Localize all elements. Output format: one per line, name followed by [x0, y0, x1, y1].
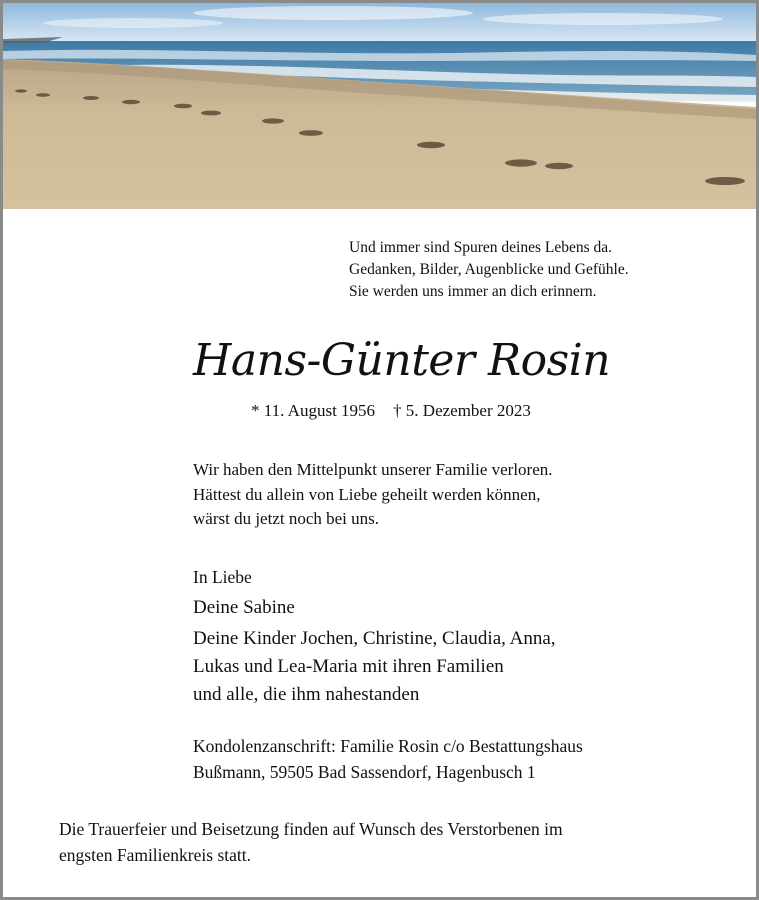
- funeral-notice: [59, 817, 563, 868]
- funeral-line: engsten Familienkreis statt.: [59, 844, 251, 865]
- sky: [3, 3, 756, 43]
- mourner-line: Lukas und Lea-Maria mit ihren Familien: [193, 656, 504, 677]
- memorial-quote: [349, 237, 629, 303]
- mourners-list: [193, 594, 556, 709]
- condolence-line: Bußmann, 59505 Bad Sassendorf, Hagenbusch 1: [193, 761, 536, 782]
- mourner-spouse: Deine Sabine: [193, 597, 295, 618]
- condolence-line: Kondolenzanschrift: Familie Rosin c/o Bestattungshaus: [193, 736, 583, 756]
- death-date: † 5. Dezember 2023: [393, 401, 531, 420]
- mourners-intro: In Liebe: [193, 567, 252, 587]
- mourner-line: und alle, die ihm nahestanden: [193, 684, 420, 705]
- quote-line: Sie werden uns immer an dich erinnern.: [349, 283, 597, 300]
- condolence-address: [193, 734, 583, 785]
- farewell-message: [193, 458, 553, 532]
- mourner-line: Deine Kinder Jochen, Christine, Claudia, Anna,: [193, 628, 556, 649]
- message-line: Wir haben den Mittelpunkt unserer Familie verloren.: [193, 460, 553, 479]
- message-line: Hättest du allein von Liebe geheilt werden können,: [193, 484, 541, 504]
- life-dates: [251, 399, 531, 423]
- beach-footprints-image: [3, 3, 756, 209]
- birth-date: * 11. August 1956: [251, 401, 376, 420]
- message-line: wärst du jetzt noch bei uns.: [193, 509, 380, 528]
- funeral-line: Die Trauerfeier und Beisetzung finden auf Wunsch des Verstorbenen im: [59, 819, 563, 839]
- deceased-name: Hans-Günter Rosin: [193, 335, 611, 386]
- quote-line: Und immer sind Spuren deines Lebens da.: [349, 239, 613, 256]
- quote-line: Gedanken, Bilder, Augenblicke und Gefühle.: [349, 261, 629, 278]
